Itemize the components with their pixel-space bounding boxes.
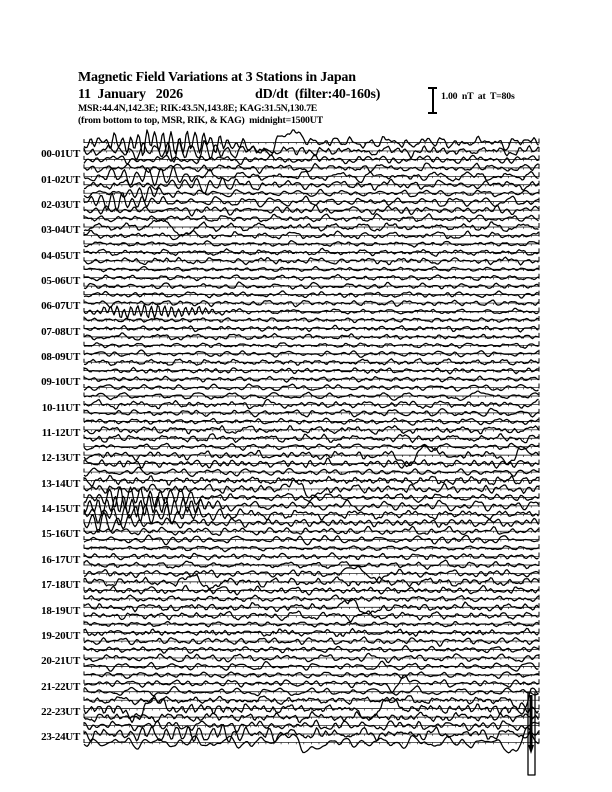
row-label: 18-19UT xyxy=(41,604,80,617)
row-label: 21-22UT xyxy=(41,680,80,693)
row-label: 14-15UT xyxy=(41,503,80,516)
row-label: 23-24UT xyxy=(41,731,80,744)
row-label: 15-16UT xyxy=(41,528,80,541)
row-label: 02-03UT xyxy=(41,198,80,211)
row-label: 00-01UT xyxy=(41,148,80,161)
row-label: 01-02UT xyxy=(41,173,80,186)
row-label: 03-04UT xyxy=(41,224,80,237)
row-label: 04-05UT xyxy=(41,249,80,262)
row-label: 19-20UT xyxy=(41,629,80,642)
row-label: 12-13UT xyxy=(41,452,80,465)
row-label: 13-14UT xyxy=(41,477,80,490)
row-label: 16-17UT xyxy=(41,553,80,566)
amplitude-scale-bar-icon xyxy=(428,87,437,114)
row-label: 06-07UT xyxy=(41,300,80,313)
row-label: 17-18UT xyxy=(41,579,80,592)
date-label: 11 January 2026 xyxy=(78,87,183,102)
row-label: 22-23UT xyxy=(41,705,80,718)
row-label: 09-10UT xyxy=(41,376,80,389)
row-label: 05-06UT xyxy=(41,274,80,287)
trace-order-note: (from bottom to top, MSR, RIK, & KAG) midnight=1500UT xyxy=(78,115,323,126)
amplitude-scale-label: 1.00 nT at T=80s xyxy=(441,91,515,102)
quantity-filter-label: dD/dt (filter:40-160s) xyxy=(255,87,381,102)
station-coordinates-label: MSR:44.4N,142.3E; RIK:43.5N,143.8E; KAG:31.5N,130.7E xyxy=(78,103,318,114)
row-label: 20-21UT xyxy=(41,655,80,668)
scale-bar-stem xyxy=(432,89,434,112)
row-label: 08-09UT xyxy=(41,351,80,363)
chart-title: Magnetic Field Variations at 3 Stations in Japan xyxy=(78,70,356,85)
row-label: 11-12UT xyxy=(41,427,80,440)
row-label: 07-08UT xyxy=(41,325,80,338)
row-label: 10-11UT xyxy=(41,401,80,414)
